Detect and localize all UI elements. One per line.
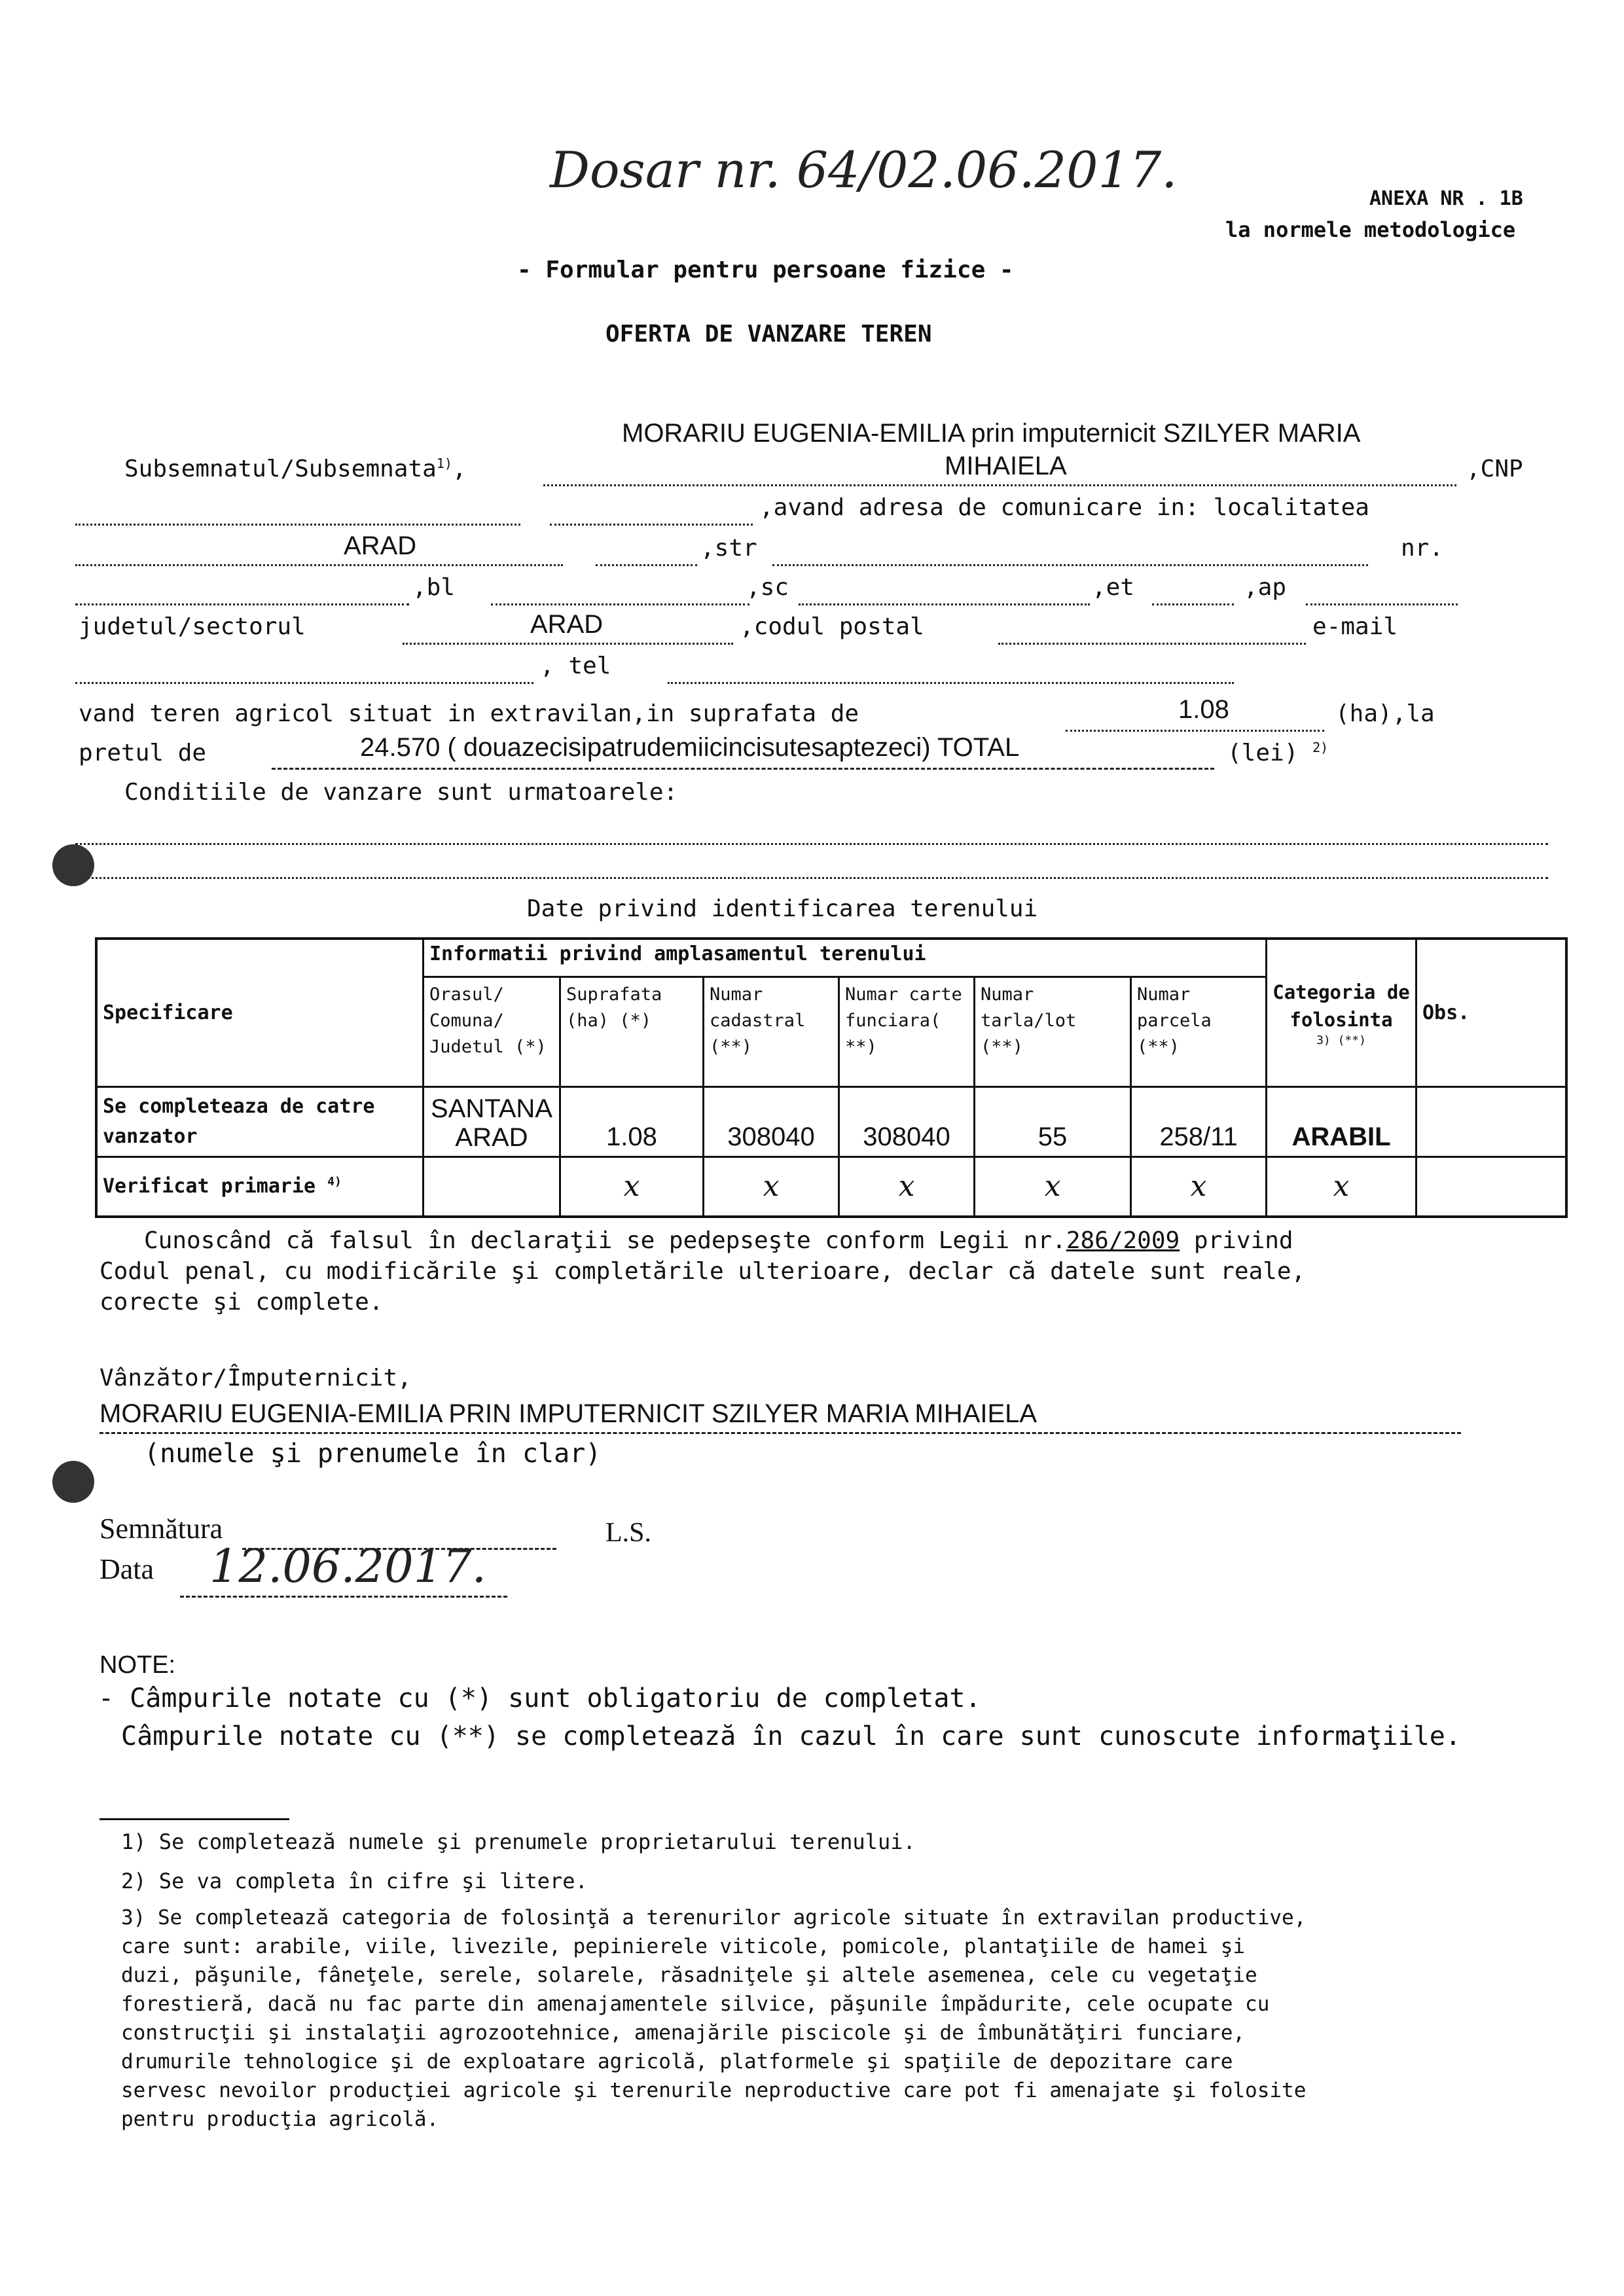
col-suprafata: Suprafata (ha) (*): [560, 977, 704, 1086]
pret-underline: [272, 768, 1214, 770]
check-mark: x: [1267, 1157, 1416, 1217]
pret-label: pretul de: [79, 740, 207, 766]
footnote-1: 1) Se completează numele şi prenumele proprietarului terenului.: [121, 1829, 916, 1854]
conditii-line-1: [75, 843, 1548, 845]
suprafata-underline: [1066, 730, 1324, 732]
footnote-3: 3) Se completează categoria de folosinţă a terenurilor agricole situate în extravilan productive, care sunt: arabile, viile, livezile, pepinierele viticole, pomicole, plantaţiile de hamei şi duzi, păşunile, fâneţele, serele, solarele, răsadniţele şi altele asemenea, cele cu vegetaţie forestieră, dacă nu fac parte din amenajamentele silvice, păşunile împădurite, cele ocupate cu construcţii şi instalaţii agrozootehnice, amenajările piscicole şi de îmbunătăţiri funciare, drumurile tehnologice şi de exploatare agricolă, platformele şi spaţiile de depozitare care servesc nevoilor producţiei agricole şi terenurile neproductive care pot fi amenajate şi folosite pentru producţia agricolă.: [121, 1906, 1307, 2131]
form-title: OFERTA DE VANZARE TEREN: [605, 321, 932, 348]
cnp-underline-2: [550, 524, 753, 526]
row-vanzator-label: Se completeaza de catre vanzator: [96, 1086, 424, 1157]
sc-label: ,sc: [746, 574, 789, 601]
sc-underline: [799, 603, 1090, 605]
nr-label: nr.: [1401, 535, 1444, 562]
table-row-vanzator: [96, 1086, 1566, 1157]
check-mark: x: [975, 1157, 1131, 1217]
judet-label: judetul/sectorul: [79, 613, 306, 640]
col-carte-funciara: Numar carte funciara( **): [839, 977, 975, 1086]
ls-label: L.S.: [605, 1518, 652, 1548]
cell-cadastral: 308040: [704, 1086, 839, 1157]
cell-tarla: 55: [975, 1086, 1131, 1157]
cod-postal-label: ,codul postal: [740, 613, 924, 640]
col-obs: Obs.: [1416, 939, 1567, 1086]
punch-hole-top: [52, 844, 94, 886]
cell-categoria: ARABIL: [1267, 1086, 1416, 1157]
seller-hint: (numele şi prenumele în clar): [144, 1439, 602, 1469]
declaration-line3: corecte şi complete.: [99, 1289, 384, 1316]
col-parcela: Numar parcela (**): [1131, 977, 1267, 1086]
str-pre-underline: [596, 564, 697, 566]
localitate-value: ARAD: [344, 531, 417, 560]
date-value: 12.06.2017.: [209, 1539, 487, 1593]
nr-underline: [75, 603, 409, 605]
str-underline: [772, 564, 1368, 566]
cell-carte-funciara: 308040: [839, 1086, 975, 1157]
seller-name: MORARIU EUGENIA-EMILIA PRIN IMPUTERNICIT SZILYER MARIA MIHAIELA: [99, 1399, 1038, 1428]
cell-primarie-obs: [1416, 1157, 1567, 1217]
name-underline: [543, 484, 1456, 486]
notes-title: NOTE:: [99, 1651, 176, 1679]
handwritten-registration: Dosar nr. 64/02.06.2017.: [550, 141, 1178, 199]
cell-parcela: 258/11: [1131, 1086, 1267, 1157]
signature-label: Semnătura: [99, 1513, 223, 1545]
seller-underline: [99, 1432, 1461, 1434]
col-cadastral: Numar cadastral (**): [704, 977, 839, 1086]
check-mark: x: [1131, 1157, 1267, 1217]
conditii-line-2: [75, 877, 1548, 879]
vand-label: vand teren agricol situat in extravilan,in suprafata de: [79, 700, 859, 727]
address-label: ,avand adresa de comunicare in: localitatea: [759, 494, 1369, 521]
notes-line2: Câmpurile notate cu (**) se completează în cazul în care sunt cunoscute informaţiile.: [121, 1721, 1461, 1751]
cell-oras: SANTANA ARAD: [424, 1086, 560, 1157]
date-line: [180, 1596, 507, 1598]
table-row-primarie: [96, 1157, 1566, 1217]
et-label: ,et: [1092, 574, 1135, 601]
cnp-underline: [75, 524, 520, 526]
table-caption: Date privind identificarea terenului: [527, 895, 1038, 922]
suprafata-value: 1.08: [1178, 695, 1229, 724]
tel-label: , tel: [540, 653, 611, 679]
subsemnatul-label: Subsemnatul/Subsemnata$^{1)}$,: [124, 456, 467, 482]
judet-underline: [403, 643, 733, 645]
ha-label: (ha),la: [1335, 700, 1435, 727]
group-header: Informatii privind amplasamentul terenului: [424, 939, 1267, 977]
cnp-label: ,CNP: [1466, 456, 1523, 482]
notes-line1: - Câmpurile notate cu (*) sunt obligatoriu de completat.: [98, 1683, 981, 1713]
col-specificare: Specificare: [96, 939, 424, 1086]
email-underline: [75, 682, 533, 684]
bl-underline: [491, 603, 749, 605]
cell-obs: [1416, 1086, 1567, 1157]
owner-name-line2: MIHAIELA: [945, 452, 1067, 480]
declaration-line1: Cunoscând că falsul în declaraţii se pedepseşte conform Legii nr.286/2009 privind: [144, 1227, 1293, 1254]
cell-suprafata: 1.08: [560, 1086, 704, 1157]
footnote-divider: [99, 1818, 289, 1820]
col-oras: Orasul/ Comuna/ Judetul (*): [424, 977, 560, 1086]
et-underline: [1152, 603, 1234, 605]
ap-label: ,ap: [1244, 574, 1287, 601]
punch-hole-bottom: [52, 1461, 94, 1503]
form-subtitle: - Formular pentru persoane fizice -: [517, 257, 1014, 283]
check-mark: x: [560, 1157, 704, 1217]
row-primarie-label: Verificat primarie $^{4)}$: [96, 1157, 424, 1217]
check-mark: x: [839, 1157, 975, 1217]
seller-label: Vânzător/Împuternicit,: [99, 1365, 412, 1391]
ap-underline: [1306, 603, 1458, 605]
declaration-line2: Codul penal, cu modificările şi completările ulterioare, declar că datele sunt reale,: [99, 1258, 1306, 1285]
bl-label: ,bl: [412, 574, 456, 601]
email-label: e-mail: [1312, 613, 1398, 640]
str-label: ,str: [700, 535, 757, 562]
localitate-underline: [75, 564, 563, 566]
tel-underline: [668, 682, 1234, 684]
footnote-2: 2) Se va completa în cifre şi litere.: [121, 1869, 588, 1893]
pret-value: 24.570 ( douazecisipatrudemiicincisutesaptezeci) TOTAL: [360, 733, 1020, 762]
check-mark: x: [704, 1157, 839, 1217]
cell-primarie-oras: [424, 1157, 560, 1217]
judet-value: ARAD: [530, 610, 604, 639]
col-categoria: Categoria de folosinta 3) (**): [1267, 939, 1416, 1086]
cod-postal-underline: [998, 643, 1306, 645]
annex-number: ANEXA NR . 1B: [1369, 187, 1523, 210]
lei-label: (lei) $^{2)}$: [1227, 740, 1329, 766]
annex-subtitle: la normele metodologice: [1225, 217, 1516, 242]
col-tarla: Numar tarla/lot (**): [975, 977, 1131, 1086]
conditii-label: Conditiile de vanzare sunt urmatoarele:: [124, 779, 678, 806]
owner-name-line1: MORARIU EUGENIA-EMILIA prin imputernicit SZILYER MARIA: [622, 419, 1361, 448]
date-label: Data: [99, 1553, 154, 1585]
land-table: [95, 937, 1568, 1218]
